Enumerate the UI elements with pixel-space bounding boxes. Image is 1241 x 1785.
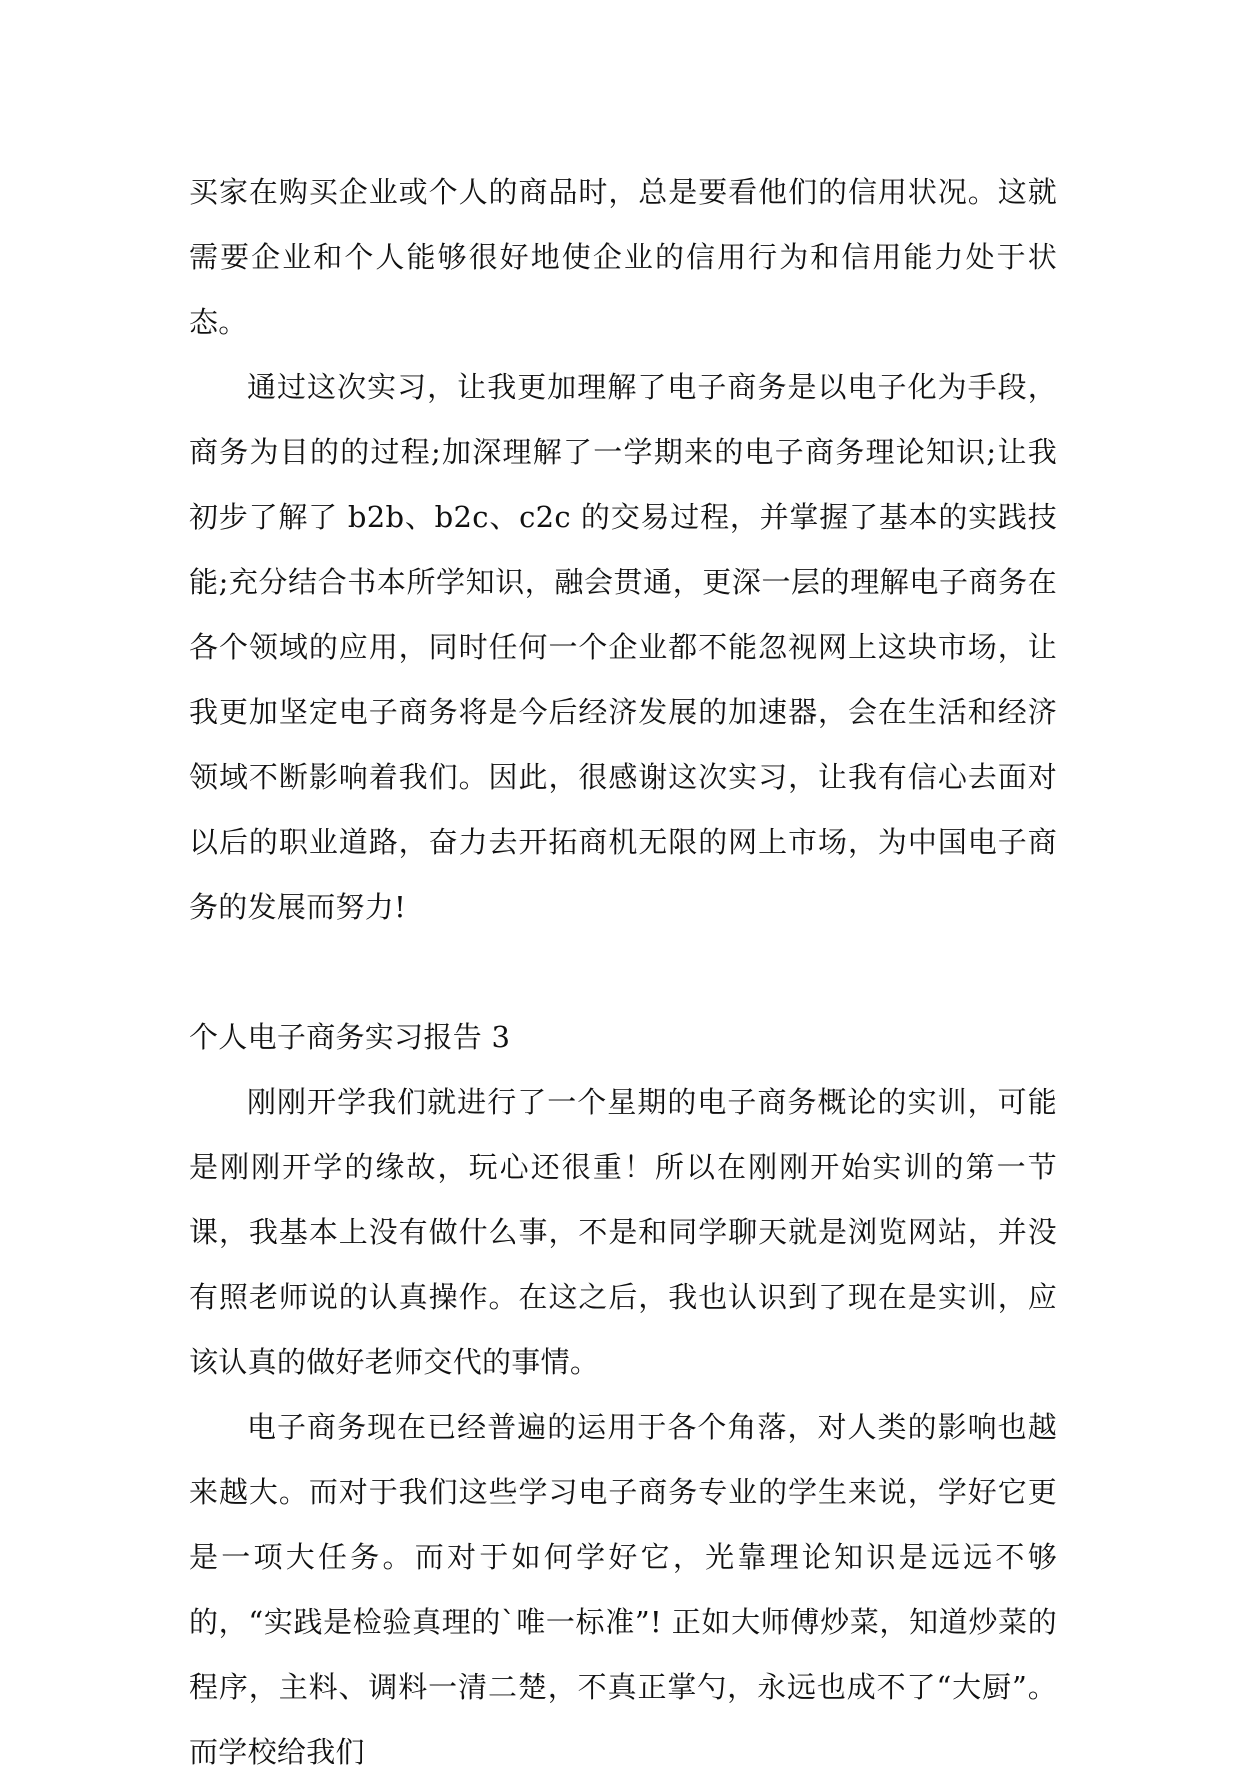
- paragraph-internship-summary: 通过这次实习，让我更加理解了电子商务是以电子化为手段，商务为目的的过程;加深理解了一学期来的电子商务理论知识;让我初步了解了 b2b、b2c、c2c 的交易过程，并掌握了基本的实践技能;充分结合书本所学知识，融会贯通，更深一层的理解电子商务在各个领域的应用，同时任何一个企业都不能忽视网上这块市场，让我更加坚定电子商务将是今后经济发展的加速器，会在生活和经济领域不断影响着我们。因此，很感谢这次实习，让我有信心去面对以后的职业道路，奋力去开拓商机无限的网上市场，为中国电子商务的发展而努力!: [189, 370, 1057, 924]
- section-title: 个人电子商务实习报告 3: [189, 1020, 511, 1054]
- paragraph-training-start: 刚刚开学我们就进行了一个星期的电子商务概论的实训，可能是刚刚开学的缘故，玩心还很重！所以在刚刚开始实训的第一节课，我基本上没有做什么事，不是和同学聊天就是浏览网站，并没有照老师说的认真操作。在这之后，我也认识到了现在是实训，应该认真的做好老师交代的事情。: [189, 1085, 1057, 1379]
- section-spacer: [189, 940, 1057, 1005]
- paragraph-ecommerce-practice: 电子商务现在已经普遍的运用于各个角落，对人类的影响也越来越大。而对于我们这些学习电子商务专业的学生来说，学好它更是一项大任务。而对于如何学好它，光靠理论知识是远远不够的，“实践是检验真理的`唯一标准”! 正如大师傅炒菜，知道炒菜的程序，主料、调料一清二楚，不真正掌勺，永远也成不了“大厨”。而学校给我们: [189, 1410, 1057, 1769]
- paragraph-credit: 买家在购买企业或个人的商品时，总是要看他们的信用状况。这就需要企业和个人能够很好地使企业的信用行为和信用能力处于状态。: [189, 175, 1057, 339]
- document-body: [189, 160, 1057, 1785]
